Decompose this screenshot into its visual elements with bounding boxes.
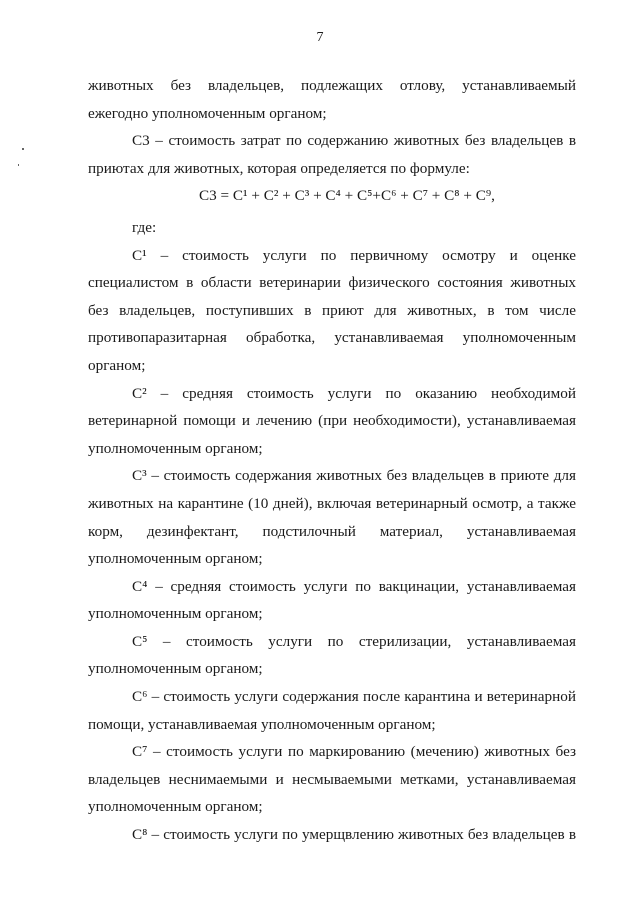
text-line: С¹ – стоимость услуги по первичному осмотру и оценке <box>132 246 576 264</box>
text-line: владельцев неснимаемыми и несмываемыми метками, устанавливаемая <box>88 770 576 788</box>
text-line: С⁸ – стоимость услуги по умерщвлению животных без владельцев в <box>132 826 576 844</box>
document-body <box>88 72 576 849</box>
text-line: уполномоченным органом; <box>88 798 263 816</box>
page-number: 7 <box>316 30 324 45</box>
text-line: С⁶ – стоимость услуги содержания после карантина и ветеринарной <box>132 688 576 706</box>
text-line: ветеринарной помощи и лечению (при необходимости), устанавливаемая <box>88 412 576 430</box>
text-line: органом; <box>88 356 146 374</box>
text-line: уполномоченным органом; <box>88 439 263 457</box>
text-line: без владельцев, поступивших в приют для животных, в том числе <box>88 301 576 319</box>
text-line: противопаразитарная обработка, устанавливаемая уполномоченным <box>88 329 576 347</box>
text-line: уполномоченным органом; <box>88 605 263 623</box>
text-line: животных на карантине (10 дней), включая ветеринарный осмотр, а также <box>88 494 576 512</box>
where-label: где: <box>132 218 157 236</box>
scan-speck <box>18 164 19 166</box>
text-line: уполномоченным органом; <box>88 660 263 678</box>
text-line: корм, дезинфектант, подстилочный материал, устанавливаемая <box>88 522 576 540</box>
text-line: животных без владельцев, подлежащих отлову, устанавливаемый <box>88 77 576 94</box>
text-line: С⁵ – стоимость услуги по стерилизации, устанавливаемая <box>132 632 576 650</box>
text-line: С⁷ – стоимость услуги по маркированию (мечению) животных без <box>132 743 576 761</box>
formula: С3 = С¹ + С² + С³ + С⁴ + С⁵+С⁶ + С⁷ + С⁸ + С⁹, <box>199 187 495 205</box>
text-line: С³ – стоимость содержания животных без владельцев в приюте для <box>132 467 576 485</box>
scan-speck <box>22 148 24 150</box>
text-line: помощи, устанавливаемая уполномоченным органом; <box>88 715 436 733</box>
text-line: С² – средняя стоимость услуги по оказанию необходимой <box>132 384 576 402</box>
text-line: С⁴ – средняя стоимость услуги по вакцинации, устанавливаемая <box>132 577 576 595</box>
text-line: специалистом в области ветеринарии физического состояния животных <box>88 274 576 292</box>
text-line: ежегодно уполномоченным органом; <box>88 104 327 122</box>
text-line: приютах для животных, которая определяется по формуле: <box>88 159 470 177</box>
text-line: С3 – стоимость затрат по содержанию животных без владельцев в <box>132 132 576 150</box>
text-line: уполномоченным органом; <box>88 550 263 568</box>
